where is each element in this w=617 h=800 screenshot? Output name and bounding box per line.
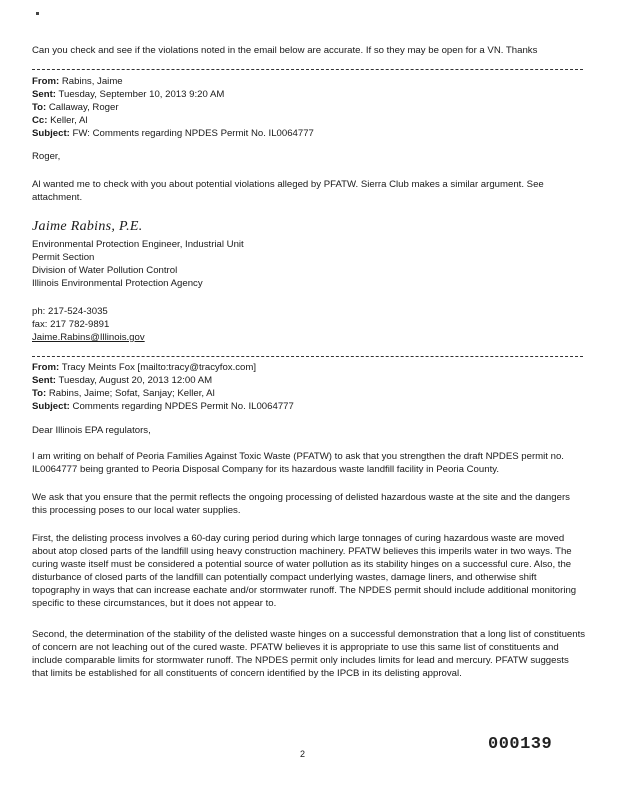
email-header-2 (32, 361, 587, 413)
cc-label: Cc: (32, 115, 48, 126)
from-value: Rabins, Jaime (61, 76, 123, 87)
subject-label: Subject: (32, 401, 70, 412)
to-value: Callaway, Roger (48, 102, 119, 113)
bates-number: 000139 (488, 735, 553, 754)
subject-row (32, 400, 587, 413)
sig-line: Illinois Environmental Protection Agency (32, 278, 203, 289)
separator-line (32, 69, 583, 70)
sent-value: Tuesday, August 20, 2013 12:00 AM (58, 375, 213, 386)
sent-row (32, 374, 587, 387)
contact-block (32, 305, 587, 344)
from-label: From: (32, 362, 60, 373)
body-1: Al wanted me to check with you about potential violations alleged by PFATW. Sierra Club makes a similar argument. See attachment. (32, 179, 544, 203)
to-label: To: (32, 388, 47, 399)
from-label: From: (32, 76, 60, 87)
fax-text: fax: 217 782-9891 (32, 319, 110, 330)
sig-line: Division of Water Pollution Control (32, 265, 178, 276)
from-row (32, 75, 587, 88)
phone-text: ph: 217-524-3035 (32, 306, 108, 317)
from-row (32, 361, 587, 374)
sig-line: Permit Section (32, 252, 95, 263)
email-header-1 (32, 75, 587, 140)
scan-mark (36, 12, 39, 15)
subject-label: Subject: (32, 128, 70, 139)
paragraph: I am writing on behalf of Peoria Families Against Toxic Waste (PFATW) to ask that you strengthen the draft NPDES permit no. IL0064777 being granted to Peoria Disposal Company for its hazardous waste landfill facility in Peoria County. (32, 451, 564, 475)
to-value: Rabins, Jaime; Sofat, Sanjay; Keller, Al (48, 388, 215, 399)
subject-row (32, 127, 587, 140)
sent-row (32, 88, 587, 101)
signature-name: Jaime Rabins, P.E. (32, 219, 143, 234)
paragraph: Second, the determination of the stability of the delisted waste hinges on a successful demonstration that a long list of constituents of concern are not leaching out of the cured waste. PFATW believes it is appropriate to use this same list of constituents and include comparable limits for stormwater runoff. The NPDES permit only includes limits for lead and mercury. PFATW suggests that limits be established for all constituents of concern identified by the IPCB in its delisting approval. (32, 629, 586, 679)
sent-value: Tuesday, September 10, 2013 9:20 AM (58, 89, 225, 100)
email-link[interactable]: Jaime.Rabins@Illinois.gov (32, 332, 145, 343)
to-row (32, 387, 587, 400)
paragraph: We ask that you ensure that the permit reflects the ongoing processing of delisted hazardous waste at the site and the dangers this processing poses to our local water supplies. (32, 492, 570, 516)
page-number: 2 (300, 749, 306, 759)
to-row (32, 101, 587, 114)
greeting-1: Roger, (32, 151, 61, 162)
from-value: Tracy Meints Fox [mailto:tracy@tracyfox.com] (61, 362, 257, 373)
separator-line (32, 356, 583, 357)
sent-label: Sent: (32, 375, 56, 386)
greeting-2: Dear Illinois EPA regulators, (32, 425, 151, 436)
cc-row (32, 114, 587, 127)
sig-line: Environmental Protection Engineer, Industrial Unit (32, 239, 244, 250)
cc-value: Keller, Al (50, 115, 88, 126)
subject-value: Comments regarding NPDES Permit No. IL0064777 (72, 401, 294, 412)
signature-block (32, 238, 587, 290)
forward-note: Can you check and see if the violations noted in the email below are accurate. If so they may be open for a VN. Thanks (32, 45, 538, 56)
paragraph: First, the delisting process involves a 60-day curing period during which large tonnages of curing hazardous waste are moved about atop closed parts of the landfill using heavy construction machinery. PFATW believes this imperils water in two ways. The curing waste itself must be considered a potential source of water pollution as its stability hinges on a successful cure. Also, the disturbance of closed parts of the landfill can potentially compact underlying wastes, damage liners, and otherwise shift topography in ways that can increase eachate and/or stormwater runoff. The NPDES permit should include additional monitoring specific to these circumstances, but it does not appear to. (32, 533, 577, 609)
sent-label: Sent: (32, 89, 56, 100)
to-label: To: (32, 102, 47, 113)
subject-value: FW: Comments regarding NPDES Permit No. IL0064777 (72, 128, 314, 139)
